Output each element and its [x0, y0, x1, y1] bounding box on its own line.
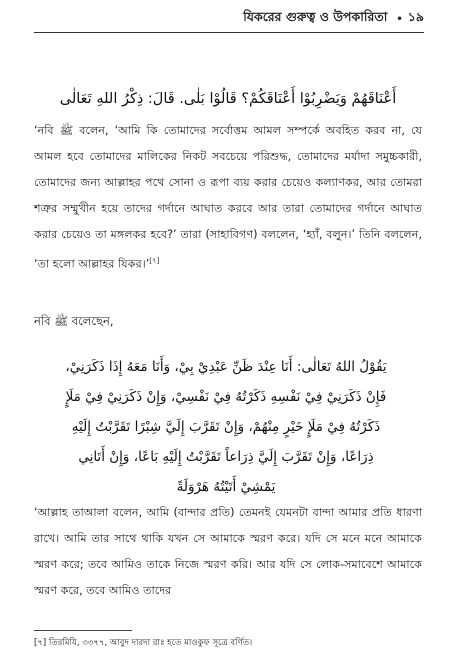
- para1-text: ‘নবি ﷺ বলেন, ‘আমি কি তোমাদের সর্বোত্তম আমল সম্পর্কে অবহিত করব না, যে আমল হবে তোমাদের মালিকের নিকট সবচেয়ে পরিশুদ্ধ, তোমাদের মর্যাদা সমুচ্চকারী, তোমাদের জন্য আল্লাহর পথে সোনা ও রূপা ব্যয় করার চেয়েও কল্যাণকর, আর তোমরা শত্রুর সম্মুখীন হয়ে তাদের গর্দানে আঘাত করবে আর তারা তোমাদের গর্দানে আঘাত করার চেয়েও তা মঙ্গলকর হবে?’ তারা (সাহাবিগণ) বললেন, ‘হ্যাঁ, বলুন।’ তিনি বললেন, ‘তা হলো আল্লাহর যিকর।’: [34, 124, 423, 271]
- hadith-translation-1: [34, 118, 422, 278]
- chapter-title: যিকরের গুরুত্ব ও উপকারিতা: [243, 9, 388, 24]
- hadith-translation-2: [34, 500, 422, 604]
- footnote-text: তিরমিযি, ৩৩৭৭, আবুদ দারদা রাঃ হতে মাওকুফ সূত্রে বর্ণিত।: [48, 638, 253, 648]
- para3-text: ‘আল্লাহ তাআলা বলেন, আমি (বান্দার প্রতি) তেমনই যেমনটা বান্দা আমার প্রতি ধারণা রাখে। আমি তার সাথে থাকি যখন সে আমাকে স্মরণ করে। যদি সে মনে মনে আমাকে স্মরণ করে; তবে আমিও তাকে নিজে স্মরণ করি। আর যদি সে লোক-সমাবেশে আমাকে স্মরণ করে, তবে আমিও তাদের: [34, 506, 422, 597]
- arabic-line: فَإِنْ ذَكَرَنِيْ فِيْ نَفْسِهِ ذَكَرْتُهُ فِيْ نَفْسِيْ، وَإِنْ ذَكَرَنِيْ فِيْ مَلَإٍ: [65, 389, 387, 405]
- header-rule: [34, 32, 424, 33]
- footnote-rule: [34, 630, 132, 631]
- arabic-hadith-block: [30, 352, 422, 502]
- arabic-line: ذِرَاعًا، وَإِنْ تَقَرَّبَ إِلَيَّ ذِرَاعاً تَقَرَّبْتُ إِلَيْهِ بَاعًا، وَإِنْ أَتَانِي: [78, 449, 374, 465]
- running-header: [28, 8, 424, 30]
- arabic-line: يَمْشِيْ أَتَيْتُهُ هَرْوَلَةً: [176, 479, 276, 495]
- arabic-line: ذَكَرْتُهُ فِيْ مَلَإٍ خَيْرٍ مِنْهُمْ، وَإِنْ تَقَرَّبَ إِلَيَّ شِبْرًا تَقَرَّبْتُ إِلَيْهِ: [71, 419, 381, 435]
- page-number: ১৯: [407, 9, 424, 24]
- header-separator: •: [396, 13, 403, 25]
- footnote-ref: [৭]: [149, 257, 160, 265]
- arabic-line: يَقُوْلُ اللهُ تَعَالٰى: أَنَا عِنْدَ ظَنِّ عَبْدِيْ بِيْ، وَأَنَا مَعَهُ إِذَا ذَكَرَنِيْ،: [65, 359, 387, 375]
- footnote: [34, 636, 422, 650]
- arabic-text-top: أَعْنَاقَهُمْ وَيَضْرِبُوْا أَعْنَاقَكُمْ؟ قَالُوْا بَلٰى. قَالَ: ذِكْرُ اللهِ تَعَالٰى: [59, 91, 397, 107]
- intro-line: নবি ﷺ বলেছেন,: [34, 314, 114, 328]
- footnote-marker: [৭]: [34, 638, 47, 648]
